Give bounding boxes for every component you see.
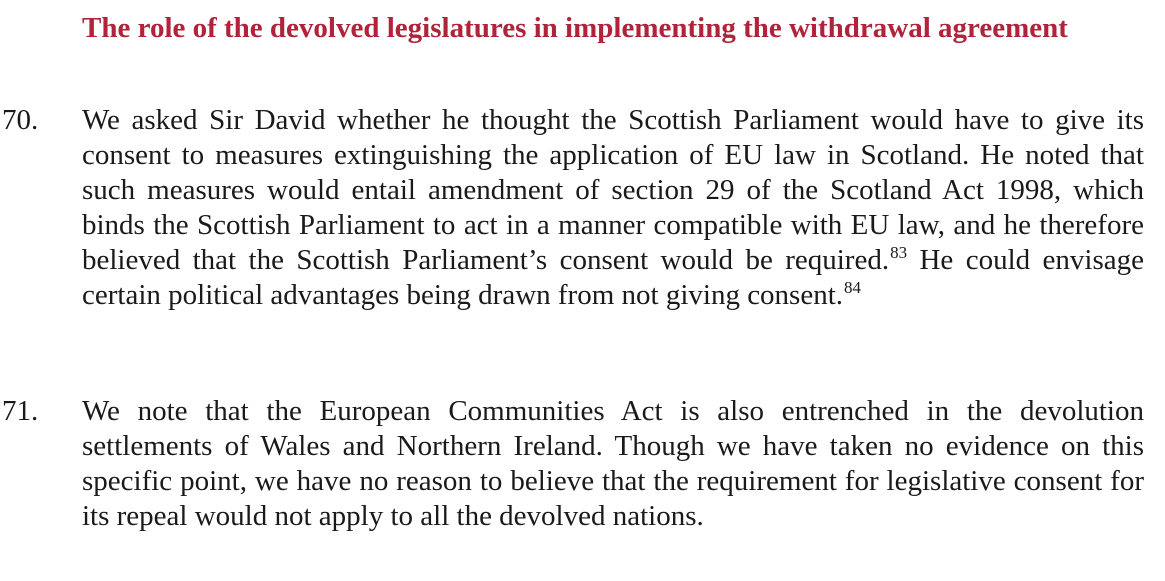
paragraph-number: 70.	[2, 104, 39, 136]
paragraph-text: We note that the European Communities Act is also entrenched in the devolution settlements of Wales and Northern Ireland. Though we have taken no evidence on this specific point, we have no reason to believe that the requirement for legislative consent for its repeal would not apply to all the devolved nations.	[82, 395, 1144, 532]
section-heading: The role of the devolved legislatures in implementing the withdrawal agreement	[82, 12, 1068, 44]
footnote-marker[interactable]: 84	[844, 278, 862, 297]
paragraph-number: 71.	[2, 395, 39, 427]
paragraph-text	[82, 103, 1144, 313]
footnote-marker[interactable]: 83	[890, 243, 908, 262]
paragraph-text-part: He could envisage certain political advantages being drawn from not giving consent.	[82, 244, 1144, 311]
paragraph-text-part: We asked Sir David whether he thought the Scottish Parliament would have to give its consent to measures extinguishing the application of EU law in Scotland. He noted that such measures would entail amendment of section 29 of the Scotland Act 1998, which binds the Scottish Parliament to act in a manner compatible with EU law, and he therefore believed that the Scottish Parliament’s consent would be required.	[82, 104, 1144, 276]
